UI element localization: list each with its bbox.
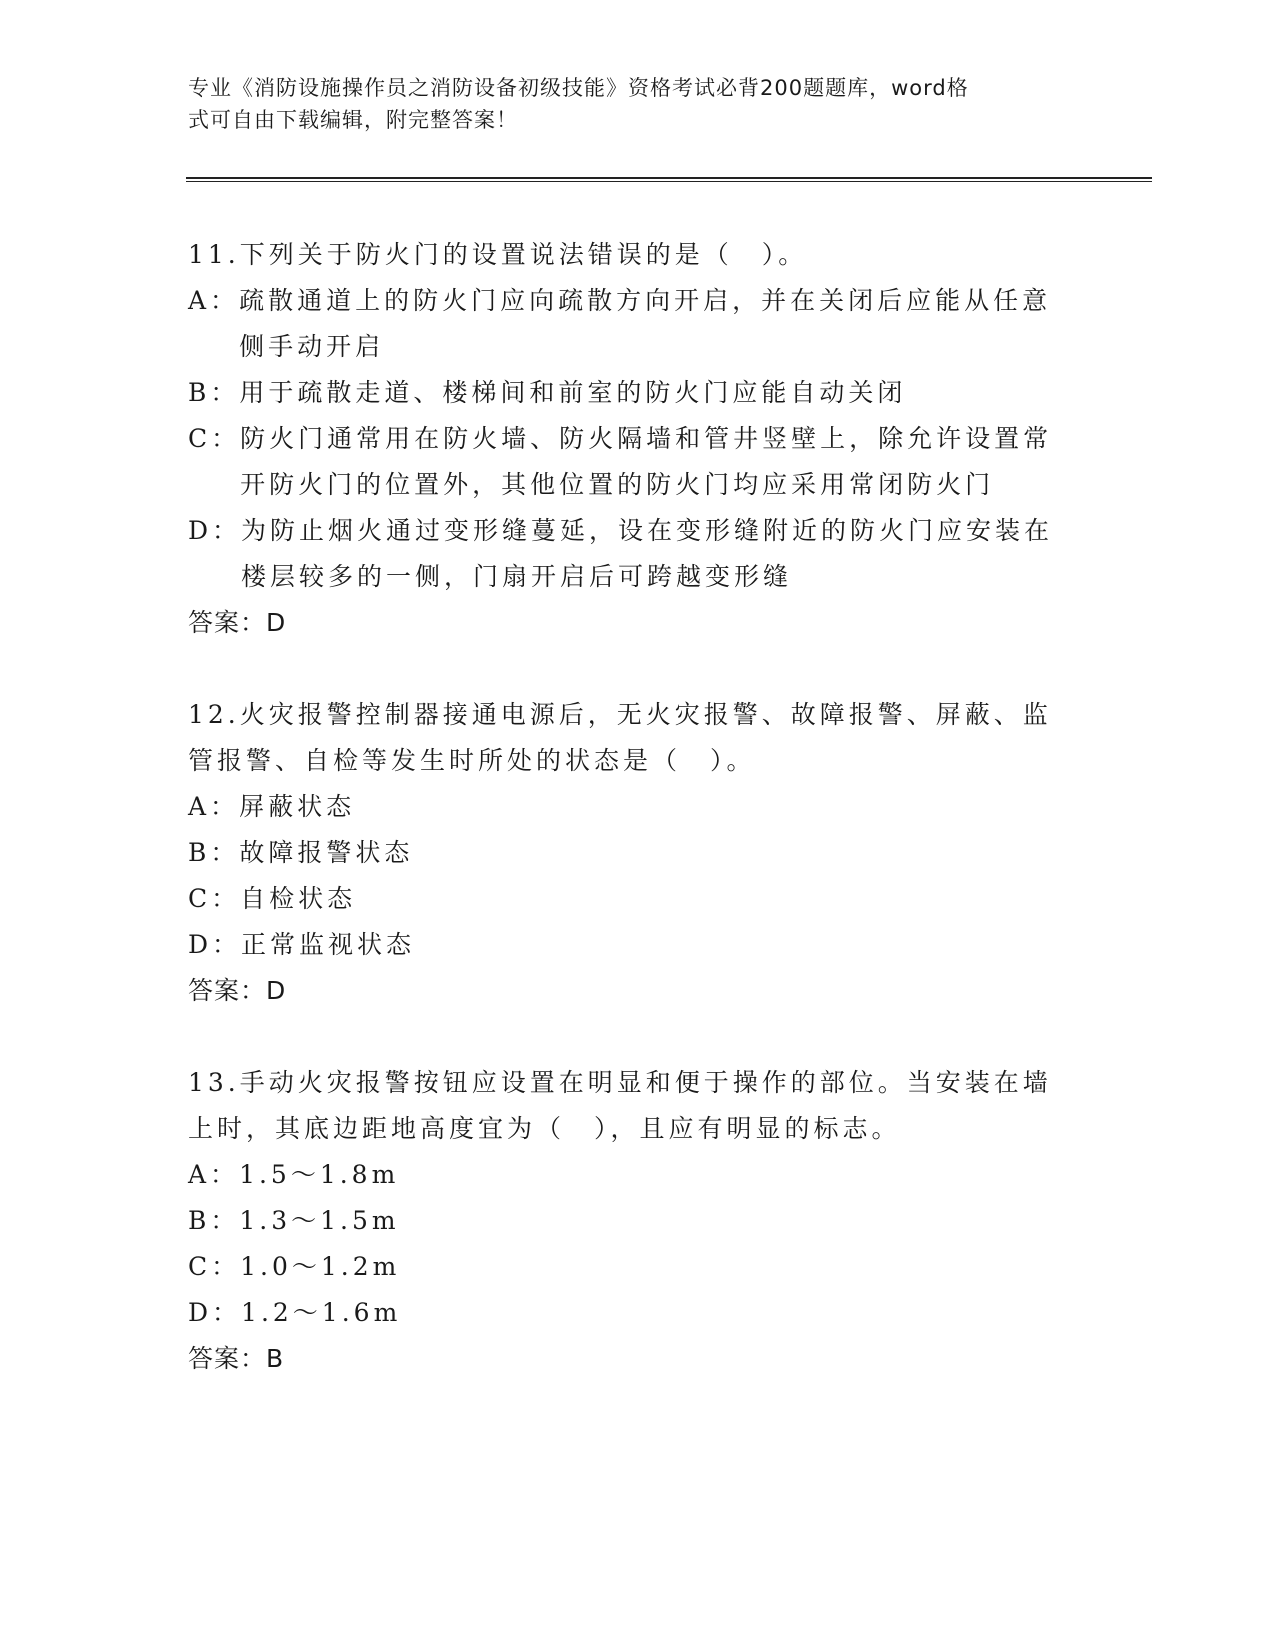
option-letter: B： [188,1206,240,1235]
option-letter: D： [188,930,242,959]
option-letter: C： [188,884,241,913]
option-text: 正常监视状态 [241,930,416,959]
option-b [188,370,1078,416]
document-header [188,72,1088,136]
option-text: 自检状态 [240,884,357,913]
header-divider-thin [186,181,1152,182]
option-letter: D： [188,1298,242,1327]
answer-line: 答案：D [188,976,287,1005]
option-letter: C： [188,424,241,453]
option-letter: D： [188,516,242,545]
question-11 [188,232,1078,646]
option-text: 1.5～1.8m [239,1160,400,1189]
option-a [188,1152,1078,1198]
header-line-1: 专业《消防设施操作员之消防设备初级技能》资格考试必背200题题库，word格 [188,76,969,100]
option-d [188,508,1078,600]
option-a [188,784,1078,830]
option-b [188,1198,1078,1244]
option-c [188,876,1078,922]
question-list [188,232,1078,1428]
question-12 [188,692,1078,1014]
option-d [188,922,1078,968]
header-divider-thick [186,177,1152,179]
option-letter: A： [188,1160,240,1189]
option-letter: A： [188,792,240,821]
option-text: 故障报警状态 [239,838,414,867]
option-c [188,416,1078,508]
option-text: 1.2～1.6m [241,1298,402,1327]
option-d [188,1290,1078,1336]
option-letter: B： [188,838,240,867]
option-letter: A： [188,286,240,315]
option-text: 防火门通常用在防火墙、防火隔墙和管井竖壁上，除允许设置常开防火门的位置外，其他位置的防火门均应采用常闭防火门 [240,424,1053,499]
question-stem: 13.手动火灾报警按钮应设置在明显和便于操作的部位。当安装在墙上时，其底边距地高度宜为（ ），且应有明显的标志。 [188,1068,1052,1143]
option-text: 屏蔽状态 [239,792,356,821]
option-c [188,1244,1078,1290]
option-text: 用于疏散走道、楼梯间和前室的防火门应能自动关闭 [239,378,907,407]
question-stem: 11.下列关于防火门的设置说法错误的是（ ）。 [188,240,808,269]
header-line-2: 式可自由下载编辑，附完整答案！ [188,108,518,132]
option-text: 为防止烟火通过变形缝蔓延，设在变形缝附近的防火门应安装在楼层较多的一侧，门扇开启后可跨越变形缝 [241,516,1054,591]
question-stem: 12.火灾报警控制器接通电源后，无火灾报警、故障报警、屏蔽、监管报警、自检等发生时所处的状态是（ ）。 [188,700,1052,775]
option-a [188,278,1078,370]
option-text: 疏散通道上的防火门应向疏散方向开启，并在关闭后应能从任意侧手动开启 [239,286,1052,361]
answer-line: 答案：B [188,1344,285,1373]
option-text: 1.0～1.2m [240,1252,401,1281]
question-13 [188,1060,1078,1382]
option-letter: B： [188,378,240,407]
answer-line: 答案：D [188,608,287,637]
option-b [188,830,1078,876]
option-text: 1.3～1.5m [239,1206,400,1235]
option-letter: C： [188,1252,241,1281]
